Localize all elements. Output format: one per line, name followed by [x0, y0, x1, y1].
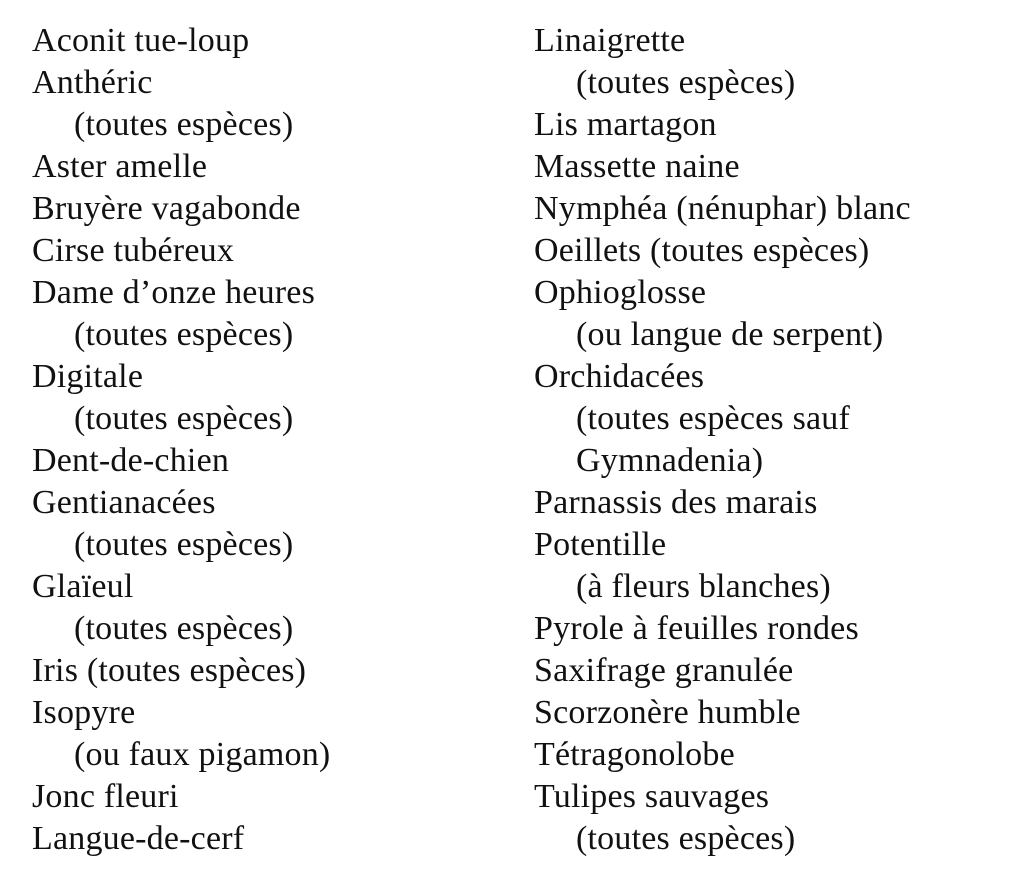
species-note-line: (toutes espèces) — [576, 64, 796, 101]
species-note-line: (toutes espèces sauf — [576, 400, 851, 437]
species-name-line: Potentille — [534, 526, 667, 563]
species-name-line: Langue-de-cerf — [32, 820, 245, 857]
species-note-line: (à fleurs blanches) — [576, 568, 831, 605]
species-note-line: (toutes espèces) — [74, 400, 294, 437]
species-name-line: Isopyre — [32, 694, 136, 731]
species-name-line: Nymphéa (nénuphar) blanc — [534, 190, 911, 227]
species-note-line: (ou langue de serpent) — [576, 316, 884, 353]
species-note-line: Gymnadenia) — [576, 442, 764, 479]
species-note-line: (toutes espèces) — [74, 526, 294, 563]
species-name-line: Ophioglosse — [534, 274, 707, 311]
species-name-line: Aster amelle — [32, 148, 208, 185]
species-name-line: Pyrole à feuilles rondes — [534, 610, 859, 647]
right-column-species-list — [534, 20, 911, 860]
species-note-line: (ou faux pigamon) — [74, 736, 331, 773]
species-name-line: Tétragonolobe — [534, 736, 735, 773]
species-note-line: (toutes espèces) — [576, 820, 796, 857]
species-name-line: Glaïeul — [32, 568, 134, 605]
species-name-line: Orchidacées — [534, 358, 705, 395]
species-note-line: (toutes espèces) — [74, 316, 294, 353]
species-name-line: Tulipes sauvages — [534, 778, 770, 815]
species-name-line: Lis martagon — [534, 106, 717, 143]
species-name-line: Bruyère vagabonde — [32, 190, 301, 227]
species-name-line: Cirse tubéreux — [32, 232, 235, 269]
species-name-line: Saxifrage granulée — [534, 652, 794, 689]
species-name-line: Dent-de-chien — [32, 442, 230, 479]
species-name-line: Oeillets (toutes espèces) — [534, 232, 870, 269]
species-note-line: (toutes espèces) — [74, 610, 294, 647]
species-name-line: Linaigrette — [534, 22, 686, 59]
species-name-line: Aconit tue-loup — [32, 22, 250, 59]
species-name-line: Dame d’onze heures — [32, 274, 316, 311]
species-name-line: Parnassis des marais — [534, 484, 818, 521]
species-name-line: Jonc fleuri — [32, 778, 179, 815]
species-name-line: Scorzonère humble — [534, 694, 801, 731]
species-name-line: Anthéric — [32, 64, 153, 101]
species-name-line: Digitale — [32, 358, 144, 395]
species-name-line: Gentianacées — [32, 484, 216, 521]
species-name-line: Iris (toutes espèces) — [32, 652, 307, 689]
species-note-line: (toutes espèces) — [74, 106, 294, 143]
species-name-line: Massette naine — [534, 148, 740, 185]
left-column-species-list — [32, 20, 330, 860]
